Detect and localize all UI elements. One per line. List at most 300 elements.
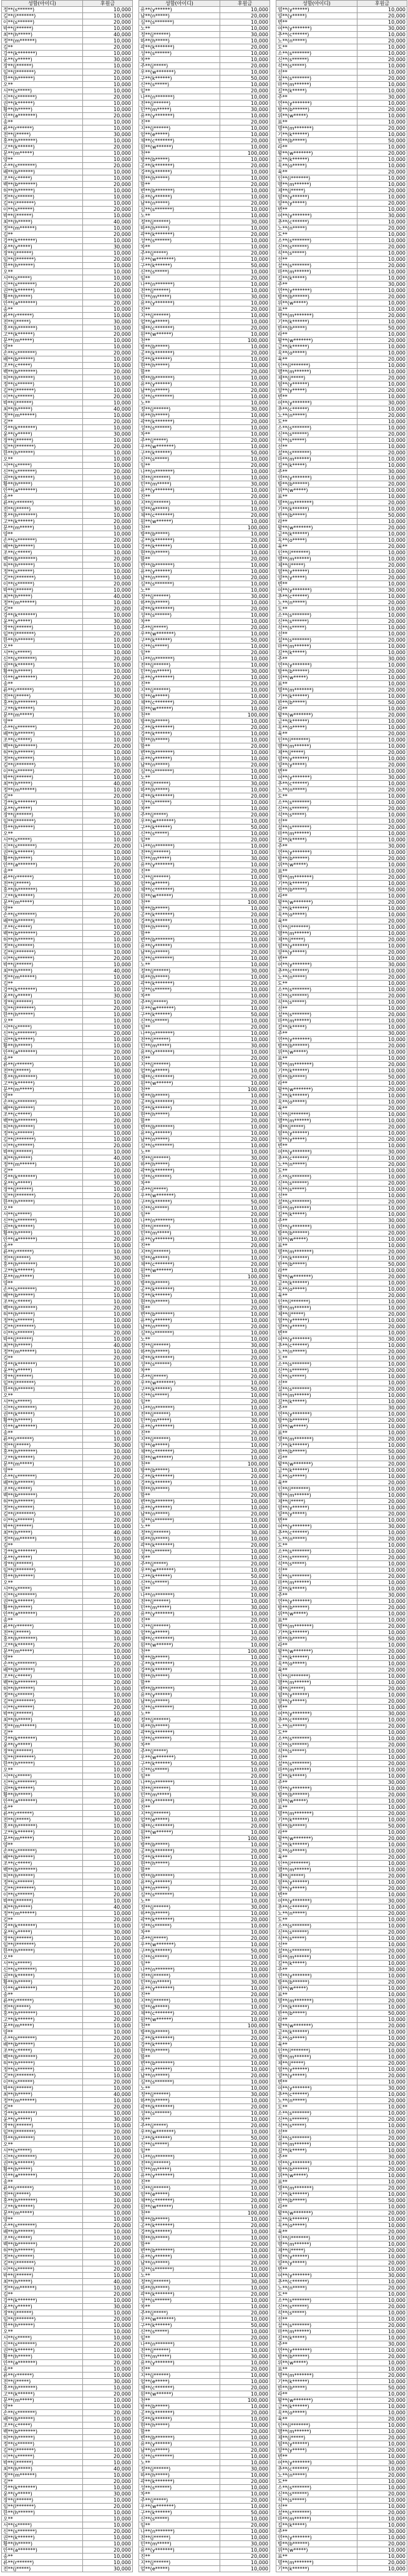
donor-row [139, 1430, 270, 1436]
donor-name-cell: 최**(h*****) [2, 594, 83, 600]
donor-name-cell: 선** [276, 818, 357, 825]
donor-name-cell: 신**(s******) [276, 244, 357, 250]
donor-name-cell: 노**(n*****) [276, 38, 357, 44]
donor-row [276, 1461, 407, 1467]
donor-amount-cell: 10,000 [357, 1243, 407, 1249]
donor-name-cell: 문**(m*****) [2, 899, 83, 906]
donor-amount-cell: 20,000 [357, 2354, 407, 2360]
donor-amount-cell: 20,000 [220, 2366, 270, 2373]
donor-name-cell: 곽**(k*******) [139, 2104, 220, 2110]
donor-name-cell: 구**(k******) [139, 1199, 220, 1205]
donor-row [139, 594, 270, 600]
donor-name-cell: 주** [276, 656, 357, 662]
donor-row [2, 1492, 133, 1499]
donor-amount-cell: 10,000 [357, 2316, 407, 2323]
donor-amount-cell: 10,000 [83, 1374, 133, 1380]
donor-amount-cell: 10,000 [83, 238, 133, 244]
donor-row [276, 956, 407, 962]
donor-amount-cell: 10,000 [83, 188, 133, 194]
donor-name-cell: 변** [276, 1892, 357, 1898]
donor-row [276, 394, 407, 400]
donor-amount-cell: 10,000 [220, 1817, 270, 1823]
donor-amount-cell: 10,000 [357, 1567, 407, 1574]
donor-name-cell: 맹**(m******) [276, 743, 357, 750]
donor-row [139, 2260, 270, 2266]
donor-name-cell: 황**(h*****) [2, 1979, 83, 1986]
donor-name-cell: 황**(h*****) [2, 1605, 83, 1611]
donor-amount-cell: 10,000 [220, 2360, 270, 2366]
donor-name-cell: 방**(b******) [276, 1043, 357, 1049]
donor-amount-cell: 20,000 [83, 843, 133, 850]
donor-name-cell: 최**(h*****) [2, 1530, 83, 1536]
donor-amount-cell: 20,000 [220, 2310, 270, 2316]
donor-amount-cell: 20,000 [83, 2054, 133, 2060]
donor-name-cell: 길**(k*****) [276, 275, 357, 282]
donor-amount-cell: 10,000 [220, 612, 270, 619]
donor-row [276, 1492, 407, 1499]
donor-row [139, 1773, 270, 1780]
donor-row [2, 1199, 133, 1205]
donor-row [139, 63, 270, 69]
donor-amount-cell: 50,000 [357, 700, 407, 706]
donor-amount-cell: 20,000 [357, 1811, 407, 1817]
donor-row [139, 1343, 270, 1349]
donor-name-cell: 홍**(h*******) [2, 1823, 83, 1829]
donor-row [139, 612, 270, 619]
donor-amount-cell: 10,000 [83, 2397, 133, 2404]
donor-amount-cell: 30,000 [357, 2529, 407, 2535]
donor-amount-cell: 10,000 [83, 1205, 133, 1212]
donor-name-cell: 김**(i*******) [2, 1886, 83, 1892]
donor-row [276, 943, 407, 949]
donor-row [139, 1929, 270, 1936]
donor-amount-cell: 10,000 [357, 2516, 407, 2522]
donor-name-cell: 옥**(o*****) [276, 537, 357, 544]
donor-row [2, 2167, 133, 2173]
donor-name-cell: 석**(s*****) [276, 1936, 357, 1942]
donor-name-cell: 육** [276, 1854, 357, 1861]
donor-row [276, 225, 407, 232]
donor-row [2, 1686, 133, 1692]
donor-name-cell: 윤**(y*****) [2, 1742, 83, 1748]
donor-amount-cell: 30,000 [83, 319, 133, 325]
donor-name-cell: 정**(m******) [2, 413, 83, 419]
donor-name-cell: 주**(j*****) [139, 2497, 220, 2504]
donor-name-cell: 황**(h*****) [2, 294, 83, 300]
donor-amount-cell: 50,000 [357, 2198, 407, 2204]
donor-amount-cell: 10,000 [83, 850, 133, 856]
donor-amount-cell: 10,000 [220, 2485, 270, 2491]
donor-row [139, 519, 270, 525]
donor-amount-cell: 10,000 [357, 1692, 407, 1698]
donor-amount-cell: 10,000 [357, 2310, 407, 2316]
donor-row [139, 200, 270, 207]
donor-name-cell: 연**(y*******) [276, 1786, 357, 1792]
donor-amount-cell: 10,000 [220, 319, 270, 325]
donor-row [139, 1967, 270, 1973]
donor-amount-cell: 10,000 [357, 438, 407, 444]
donor-name-cell: 양** [2, 2216, 83, 2223]
donor-amount-cell: 10,000 [83, 125, 133, 132]
donor-amount-cell: 10,000 [83, 1149, 133, 1155]
donor-row [276, 1873, 407, 1879]
donor-name-cell: 추**(c******) [276, 1717, 357, 1723]
donor-amount-cell: 40,000 [83, 406, 133, 413]
donor-name-cell: 이**(s******) [2, 581, 83, 587]
donor-row [139, 1268, 270, 1274]
donor-row [276, 32, 407, 38]
donor-name-cell: 라** [276, 2204, 357, 2210]
donor-name-cell: 황**(h*****) [2, 1230, 83, 1237]
donor-row [2, 2098, 133, 2104]
donor-amount-cell: 20,000 [220, 556, 270, 562]
donor-name-cell: 염**(y******) [276, 1692, 357, 1698]
donor-amount-cell: 10,000 [220, 1442, 270, 1449]
donor-amount-cell: 20,000 [357, 806, 407, 812]
donor-name-cell: 마**(m******) [276, 644, 357, 650]
donor-name-cell: 주**(j*****) [139, 2123, 220, 2129]
donor-amount-cell: 10,000 [357, 363, 407, 369]
donor-name-cell: 지**(j******) [139, 313, 220, 319]
donor-row [2, 1711, 133, 1717]
donor-amount-cell: 10,000 [220, 1293, 270, 1299]
donor-name-cell: 최**(h*****) [2, 406, 83, 413]
donor-name-cell: 양**(y*****) [276, 2260, 357, 2266]
donor-name-cell: 염**(y******) [276, 2441, 357, 2447]
donor-name-cell: 임**(l*******) [2, 444, 83, 450]
donor-amount-cell: 20,000 [220, 2223, 270, 2229]
donor-row [276, 1505, 407, 1511]
donor-amount-cell: 20,000 [220, 1823, 270, 1829]
donor-row [276, 2335, 407, 2341]
donor-row [139, 2148, 270, 2154]
donor-row [2, 868, 133, 874]
donor-amount-cell: 20,000 [83, 1730, 133, 1736]
donor-amount-cell: 10,000 [357, 1280, 407, 1286]
donor-amount-cell: 10,000 [357, 1118, 407, 1124]
donor-row [2, 2216, 133, 2223]
donor-amount-cell: 20,000 [83, 144, 133, 150]
donor-amount-cell: 10,000 [220, 113, 270, 119]
donor-row [276, 2179, 407, 2185]
donor-row [2, 2522, 133, 2529]
donor-amount-cell: 10,000 [357, 2366, 407, 2373]
donor-row [139, 544, 270, 550]
donor-row [276, 1911, 407, 1917]
donor-row [139, 1711, 270, 1717]
donor-row [276, 469, 407, 475]
donor-amount-cell: 10,000 [220, 1686, 270, 1692]
donor-amount-cell: 10,000 [83, 1692, 133, 1698]
donor-row [139, 238, 270, 244]
donor-row [2, 725, 133, 731]
donor-row [139, 1031, 270, 1037]
donor-name-cell: 정**(m******) [2, 787, 83, 793]
donor-name-cell: 권**(k******) [2, 2535, 83, 2541]
donor-amount-cell: 10,000 [357, 475, 407, 481]
donor-name-cell: 공**(k*******) [139, 537, 220, 544]
donor-amount-cell: 20,000 [220, 1961, 270, 1967]
donor-row [139, 1424, 270, 1430]
donor-amount-cell: 10,000 [220, 2416, 270, 2422]
donor-row [2, 781, 133, 787]
donor-name-cell: 반**(b*****) [276, 1074, 357, 1080]
donor-name-cell: 차** [139, 1929, 220, 1936]
donor-row [276, 69, 407, 76]
donor-row [2, 13, 133, 19]
donor-amount-cell: 10,000 [83, 1623, 133, 1630]
donor-name-cell: 장**(j******) [2, 2497, 83, 2504]
donor-amount-cell: 20,000 [83, 1661, 133, 1667]
donor-name-cell: 허**(h******) [2, 2248, 83, 2254]
donor-name-cell: 강**(k*******) [2, 1549, 83, 1555]
donor-amount-cell: 30,000 [357, 2460, 407, 2466]
donor-amount-cell: 10,000 [220, 1998, 270, 2004]
donor-name-cell: 기**(k******) [276, 2379, 357, 2385]
donor-row [276, 644, 407, 650]
donor-amount-cell: 10,000 [83, 1212, 133, 1218]
donor-amount-cell: 10,000 [220, 974, 270, 981]
donor-row [2, 7, 133, 13]
donor-amount-cell: 10,000 [220, 1162, 270, 1168]
donor-amount-cell: 10,000 [220, 587, 270, 594]
donor-amount-cell: 20,000 [220, 1355, 270, 1361]
donor-row [139, 1405, 270, 1411]
donor-name-cell: 김** [2, 1168, 83, 1174]
donor-name-cell: 함** [139, 743, 220, 750]
donor-row [276, 263, 407, 269]
donor-name-cell: 하**(h*****) [139, 225, 220, 232]
donor-name-cell: 손**(s*******) [2, 2035, 83, 2042]
donor-name-cell: 채**(c*******) [139, 700, 220, 706]
donor-row [139, 282, 270, 288]
donor-name-cell: 임** [139, 2335, 220, 2341]
donor-name-cell: 박**(j******) [2, 1149, 83, 1155]
donor-row [139, 937, 270, 943]
donor-amount-cell: 20,000 [220, 1399, 270, 1405]
donor-name-cell: 소**(s*******) [276, 1174, 357, 1180]
donor-name-cell: 전**(j******) [139, 1411, 220, 1418]
donor-name-cell: 지**(j******) [139, 1998, 220, 2004]
donor-name-cell: 염**(y******) [276, 2067, 357, 2073]
donor-amount-cell: 10,000 [220, 1642, 270, 1648]
donor-row [2, 325, 133, 331]
donor-row [276, 1742, 407, 1748]
donor-row [139, 2004, 270, 2010]
donor-amount-cell: 20,000 [83, 2266, 133, 2273]
donor-row [2, 369, 133, 375]
donor-amount-cell: 20,000 [357, 38, 407, 44]
donor-amount-cell: 30,000 [220, 32, 270, 38]
donor-row [2, 2304, 133, 2310]
donor-name-cell: 제**(j*****) [276, 1873, 357, 1879]
donor-amount-cell: 10,000 [220, 1911, 270, 1917]
donor-row [139, 1886, 270, 1892]
donor-row [139, 250, 270, 257]
donor-name-cell: 차** [139, 431, 220, 438]
donor-amount-cell: 20,000 [357, 619, 407, 625]
donor-row [139, 1374, 270, 1380]
donor-amount-cell: 10,000 [357, 1817, 407, 1823]
donor-row [276, 38, 407, 44]
donor-name-cell: 정**(m******) [2, 2098, 83, 2104]
donor-name-cell: 추**(c******) [276, 1343, 357, 1349]
donor-amount-cell: 10,000 [220, 1006, 270, 1012]
donor-name-cell: 금**(k******) [276, 344, 357, 350]
donor-name-cell: 현**(h*****) [139, 1486, 220, 1492]
donor-name-cell: 추**(c******) [276, 968, 357, 974]
donor-row [2, 494, 133, 500]
donor-row [276, 1748, 407, 1755]
donor-row [276, 1436, 407, 1442]
donor-name-cell: 강**(k*******) [2, 987, 83, 993]
donor-amount-cell: 20,000 [83, 2035, 133, 2042]
donor-name-cell: 정**(j******) [139, 2092, 220, 2098]
donor-name-cell: 홍**(h*******) [2, 1261, 83, 1268]
donor-name-cell: 왕**(w*******) [276, 712, 357, 718]
donor-name-cell: 윤**(y*****) [2, 1555, 83, 1561]
donor-row [276, 937, 407, 943]
donor-amount-cell: 10,000 [83, 1861, 133, 1867]
donor-row [139, 656, 270, 662]
donor-amount-cell: 10,000 [357, 194, 407, 200]
donor-row [276, 1680, 407, 1686]
donor-amount-cell: 10,000 [83, 1449, 133, 1455]
donor-row [2, 269, 133, 275]
donor-name-cell: 양** [2, 344, 83, 350]
donor-row [276, 2029, 407, 2035]
donor-row [2, 250, 133, 257]
donor-name-cell: 소**(s*******) [276, 800, 357, 806]
donor-row [276, 1992, 407, 1998]
donor-name-cell: 여**(y*******) [276, 1149, 357, 1155]
donor-name-cell: 이**(s******) [2, 1892, 83, 1898]
donor-name-cell: 임** [139, 1212, 220, 1218]
donor-name-cell: 전**(j*****) [2, 693, 83, 700]
donor-amount-cell: 10,000 [220, 1692, 270, 1698]
donor-name-cell: 한**(h******) [2, 825, 83, 831]
donor-amount-cell: 10,000 [357, 1805, 407, 1811]
donor-name-cell: 오** [2, 1205, 83, 1212]
donor-amount-cell: 10,000 [220, 2254, 270, 2260]
donor-row [276, 1524, 407, 1530]
donor-amount-cell: 10,000 [357, 2241, 407, 2248]
donor-amount-cell: 10,000 [220, 2110, 270, 2117]
donor-name-cell: 함** [139, 2054, 220, 2060]
donor-row [276, 2067, 407, 2073]
donor-name-cell: 채**(c*******) [139, 1074, 220, 1080]
donor-amount-cell: 20,000 [83, 1892, 133, 1898]
donor-row [139, 768, 270, 775]
donor-row [2, 1467, 133, 1474]
donor-row [139, 1505, 270, 1511]
donor-row [139, 1230, 270, 1237]
donor-row [276, 1249, 407, 1255]
donor-name-cell: 맹**(m******) [276, 2241, 357, 2248]
donor-row [276, 1074, 407, 1080]
donor-name-cell: 류**(r******) [2, 2560, 83, 2566]
donor-name-cell: 노** [139, 1336, 220, 1343]
donor-name-cell: 표** [276, 494, 357, 500]
donor-name-cell: 명**(m*******) [276, 1249, 357, 1255]
donor-amount-cell: 10,000 [220, 363, 270, 369]
donor-amount-cell: 20,000 [220, 1286, 270, 1293]
donor-amount-cell: 20,000 [83, 862, 133, 868]
donor-name-cell: 인**(i*******) [276, 1486, 357, 1492]
donor-row [139, 818, 270, 825]
donor-name-cell: 백**(b*******) [2, 556, 83, 562]
donor-name-cell: 남**(n*****) [139, 1137, 220, 1143]
donor-row [2, 150, 133, 157]
donor-row [139, 213, 270, 219]
donor-row [276, 756, 407, 762]
donor-amount-cell: 10,000 [357, 1879, 407, 1886]
donor-name-cell: 위**(w*****) [276, 1049, 357, 1055]
donor-name-cell: 염**(y******) [276, 1318, 357, 1324]
donor-row [139, 856, 270, 862]
donor-amount-cell: 10,000 [220, 2060, 270, 2067]
donor-name-cell: 노**(n*****) [276, 1536, 357, 1542]
donor-amount-cell: 10,000 [357, 1904, 407, 1911]
donor-name-cell: 지**(j******) [139, 1623, 220, 1630]
donor-amount-cell: 10,000 [83, 1162, 133, 1168]
donor-name-cell: 주** [276, 1031, 357, 1037]
donor-name-cell: 성**(s******) [139, 2110, 220, 2117]
donor-name-cell: 노**(n*****) [276, 2472, 357, 2479]
donor-row [2, 731, 133, 737]
donor-amount-cell: 20,000 [220, 512, 270, 519]
donor-name-cell: 주**(j*****) [139, 250, 220, 257]
donor-amount-cell: 10,000 [220, 2391, 270, 2397]
donor-name-cell: 백**(b*******) [2, 2241, 83, 2248]
donor-amount-cell: 10,000 [220, 51, 270, 57]
donor-name-cell: 정**(m******) [2, 2285, 83, 2291]
donor-name-cell: 천** [139, 2397, 220, 2404]
donor-amount-cell: 20,000 [357, 1742, 407, 1748]
donor-row [2, 344, 133, 350]
donor-name-cell: 위**(w*****) [276, 862, 357, 868]
donor-name-cell: 지**(j******) [139, 2185, 220, 2192]
donor-amount-cell: 20,000 [357, 2447, 407, 2454]
donor-row [139, 1742, 270, 1748]
donor-name-cell: 곽**(k*******) [139, 606, 220, 612]
donor-name-cell: 심**(s*******) [139, 1517, 220, 1524]
donor-name-cell: 원**(w******) [139, 2017, 220, 2023]
donor-row [2, 1705, 133, 1711]
donor-name-cell: 방**(b*****) [139, 1280, 220, 1286]
donor-name-cell: 연**(y*******) [276, 1411, 357, 1418]
donor-row [2, 138, 133, 144]
donor-amount-cell: 10,000 [220, 26, 270, 32]
donor-amount-cell: 10,000 [357, 818, 407, 825]
donor-amount-cell: 10,000 [83, 2260, 133, 2266]
donor-name-cell: 김**(i*******) [2, 2260, 83, 2266]
donor-amount-cell: 10,000 [220, 1037, 270, 1043]
donor-amount-cell: 10,000 [220, 1249, 270, 1255]
donor-name-cell: 민**(m*****) [139, 1979, 220, 1986]
donor-name-cell: 반**(b*****) [276, 512, 357, 519]
donor-row [139, 1692, 270, 1698]
donor-amount-cell: 30,000 [357, 213, 407, 219]
donor-amount-cell: 10,000 [357, 1580, 407, 1586]
donor-name-cell: 오** [2, 1580, 83, 1586]
donor-row [139, 2173, 270, 2179]
donor-amount-cell: 10,000 [83, 512, 133, 519]
donor-row [139, 1755, 270, 1761]
donor-row [2, 388, 133, 394]
donor-row [2, 899, 133, 906]
donor-name-cell: 석**(s*****) [276, 2497, 357, 2504]
